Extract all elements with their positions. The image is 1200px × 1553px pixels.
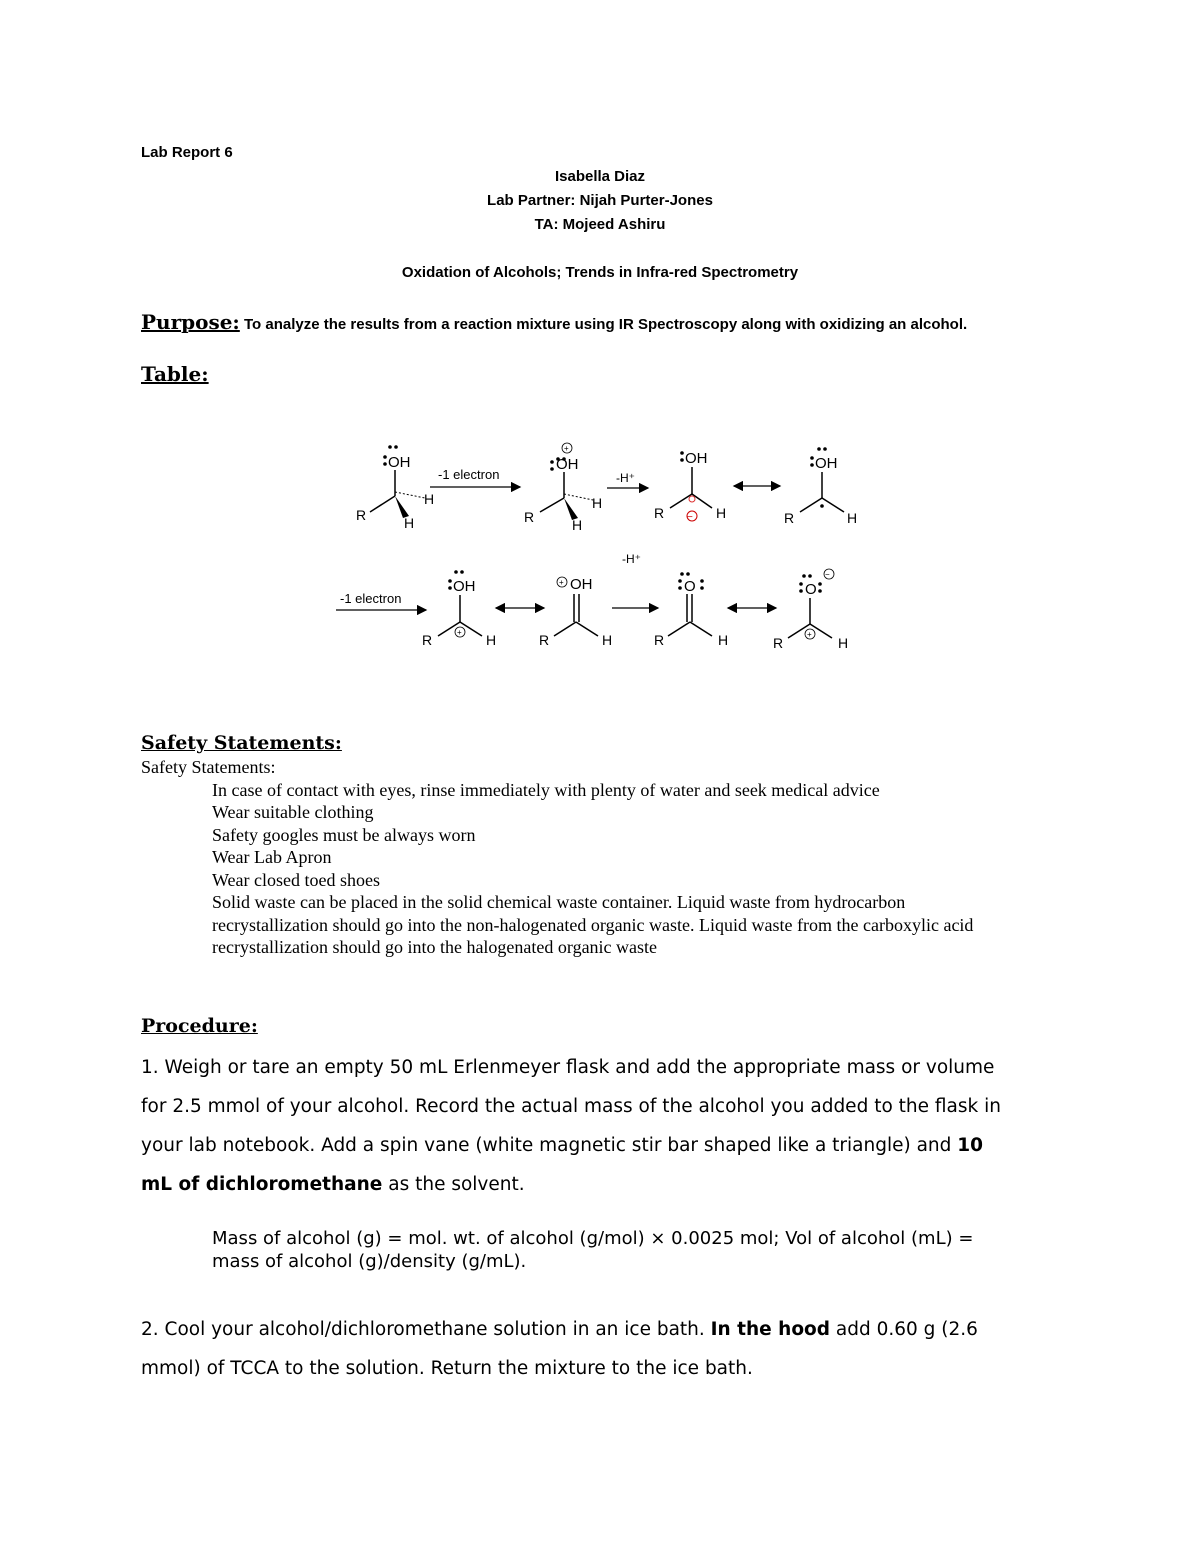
safety-item: recrystallization should go into the non-halogenated organic waste. Liquid waste from the carboxylic acid [212, 915, 974, 935]
oh-label: OH [685, 450, 708, 467]
aldehyde-structure [654, 572, 728, 648]
minus-h-plus-label: -H⁺ [616, 471, 635, 485]
radical-structure [784, 447, 857, 526]
minus-h-plus-label: -H⁺ [622, 552, 641, 566]
h-label: H [572, 517, 583, 533]
minus-sign: − [687, 512, 693, 523]
minus-one-electron-label: -1 electron [438, 467, 500, 482]
alcohol-structure-1 [356, 445, 434, 531]
h-label: H [838, 635, 849, 651]
r-label: R [784, 510, 795, 526]
purpose-label: Purpose: [141, 310, 240, 334]
procedure-text: 2. Cool your alcohol/dichloromethane solution in an ice bath. [141, 1319, 711, 1340]
safety-item: In case of contact with eyes, rinse immediately with plenty of water and seek medical advice [212, 780, 880, 800]
report-title: Lab Report 6 [141, 144, 233, 161]
safety-item: Wear closed toed shoes [212, 870, 380, 890]
procedure-step-1-line: 1. Weigh or tare an empty 50 mL Erlenmeyer flask and add the appropriate mass or volume [141, 1057, 995, 1078]
procedure-text: your lab notebook. Add a spin vane (white magnetic stir bar shaped like a triangle) and [141, 1135, 958, 1156]
r-label: R [422, 632, 433, 648]
minus-one-electron-label: -1 electron [340, 591, 402, 606]
plus-sign: + [559, 578, 564, 587]
safety-item: Wear Lab Apron [212, 847, 332, 867]
procedure-text: as the solvent. [382, 1174, 525, 1195]
h-label: H [486, 632, 497, 648]
plus-sign: + [457, 628, 462, 637]
h-label: H [847, 510, 858, 526]
h-label: H [602, 632, 613, 648]
procedure-step-1-line: for 2.5 mmol of your alcohol. Record the actual mass of the alcohol you added to the flask in [141, 1096, 1001, 1117]
plus-sign: + [564, 444, 569, 453]
r-label: R [356, 507, 367, 523]
radical-cation-structure [524, 443, 602, 533]
oxocarbenium-structure [539, 576, 612, 648]
procedure-step-1-line [141, 1174, 525, 1195]
oh-label: OH [453, 578, 476, 595]
r-label: R [524, 509, 535, 525]
table-heading: Table: [141, 362, 209, 386]
safety-item: Safety googles must be always worn [212, 825, 476, 845]
h-label: H [404, 515, 415, 531]
purpose-paragraph [141, 310, 967, 334]
procedure-bold-text: 10 [957, 1135, 984, 1156]
experiment-title: Oxidation of Alcohols; Trends in Infra-red Spectrometry [401, 264, 799, 281]
procedure-bold-text: mL of dichloromethane [141, 1174, 383, 1195]
mass-formula-line: Mass of alcohol (g) = mol. wt. of alcohol (g/mol) × 0.0025 mol; Vol of alcohol (mL) = [212, 1228, 974, 1249]
plus-sign: + [807, 630, 812, 639]
oh-label: OH [556, 456, 579, 473]
procedure-bold-text: In the hood [710, 1319, 830, 1340]
mass-formula-line: mass of alcohol (g)/density (g/mL). [212, 1251, 527, 1272]
oh-label: OH [570, 576, 593, 593]
teaching-assistant: TA: Mojeed Ashiru [534, 216, 666, 233]
safety-subheading: Safety Statements: [141, 757, 276, 777]
lab-partner: Lab Partner: Nijah Purter-Jones [487, 192, 713, 209]
procedure-text: add 0.60 g (2.6 [830, 1319, 978, 1340]
purpose-text: To analyze the results from a reaction mixture using IR Spectroscopy along with oxidizing an alcohol. [239, 316, 968, 333]
h-label: H [718, 632, 729, 648]
carbanion-structure [654, 450, 726, 523]
oxidation-mechanism-diagram [330, 436, 870, 656]
r-label: R [773, 635, 784, 651]
h-label: H [592, 495, 603, 511]
alkoxide-structure [773, 569, 848, 651]
safety-item: recrystallization should go into the halogenated organic waste [212, 937, 658, 957]
procedure-heading: Procedure: [141, 1015, 258, 1037]
procedure-step-1-line [141, 1135, 983, 1156]
minus-sign: − [825, 570, 830, 579]
r-label: R [654, 505, 665, 521]
oh-label: OH [388, 454, 411, 471]
oh-label: OH [815, 455, 838, 472]
safety-item: Wear suitable clothing [212, 802, 374, 822]
o-label: O [805, 581, 817, 598]
h-label: H [716, 505, 727, 521]
procedure-step-2-line: mmol) of TCCA to the solution. Return the mixture to the ice bath. [141, 1358, 753, 1379]
carbocation-structure [422, 570, 496, 648]
r-label: R [654, 632, 665, 648]
procedure-step-2-line [141, 1319, 978, 1340]
h-label: H [424, 491, 435, 507]
safety-item: Solid waste can be placed in the solid chemical waste container. Liquid waste from hydrocarbon [212, 892, 906, 912]
o-label: O [684, 578, 696, 595]
r-label: R [539, 632, 550, 648]
safety-heading: Safety Statements: [141, 732, 342, 754]
author-name: Isabella Diaz [554, 168, 646, 185]
